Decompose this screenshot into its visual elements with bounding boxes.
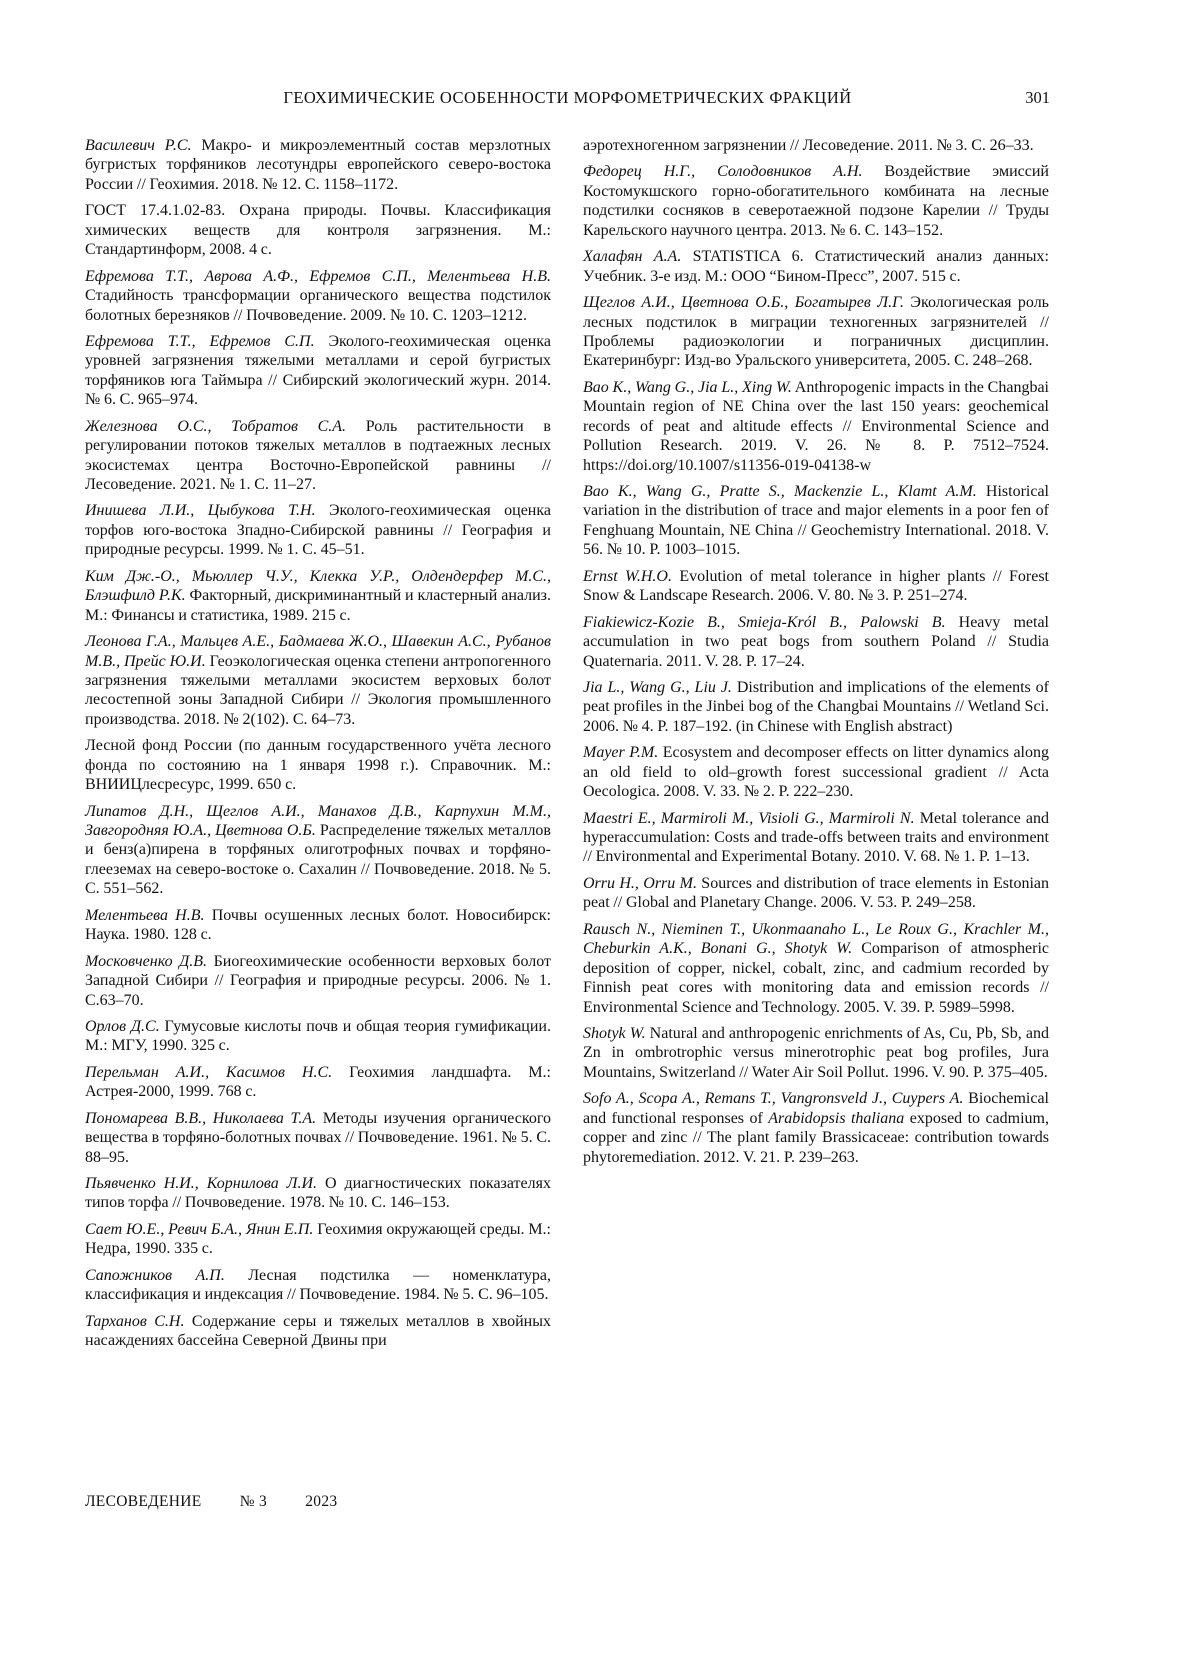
reference-text: Методы изучения органического вещества в торфяно-болотных почвах // Почвоведение. 1961. № 5. С. 88–95. xyxy=(85,1109,551,1166)
reference-item xyxy=(583,1024,1049,1082)
reference-item xyxy=(583,809,1049,867)
reference-item xyxy=(583,293,1049,371)
reference-authors: Сает Ю.Е., Ревич Б.А., Янин Е.П. xyxy=(85,1220,314,1238)
reference-text: Гумусовые кислоты почв и общая теория гумификации. М.: МГУ, 1990. 325 с. xyxy=(85,1017,551,1055)
reference-text: Historical variation in the distribution of trace and major elements in a poor fen of Fenghuang Mountain, NE China // Geochemistry International. 2018. V. 56. № 10. P. 1003–1015. xyxy=(583,483,1049,559)
reference-text: Геоэкологическая оценка степени антропогенного загрязнения тяжелыми металлами экосистем верховых болот лесостепной зоны Западной Сибири // Экология промышленного производства. 2018. № 2(102). С. 64–73. xyxy=(85,652,551,728)
reference-text: Ecosystem and decomposer effects on litter dynamics along an old field to old–growth forest successional gradient // Acta Oecologica. 2008. V. 33. № 2. P. 222–230. xyxy=(583,744,1049,801)
reference-text: Anthropogenic impacts in the Changbai Mountain region of NE China over the last 150 years: geochemical records of peat and altitude effects // Environmental Science and Pollution Research. 2019. V. 26. № 8. P. 7512–7524. https://doi.org/10.1007/s11356-019-04138-w xyxy=(583,378,1049,474)
left-column xyxy=(85,136,551,1358)
reference-authors: Ефремова Т.Т., Ефремов С.П. xyxy=(85,332,315,350)
reference-text: STATISTICA 6. Статистический анализ данных: Учебник. 3-е изд. М.: ООО “Бином-Пресс”, 2007. 515 с. xyxy=(583,248,1049,285)
reference-authors: Ким Дж.-О., Мьюллер Ч.У., Клекка У.Р., Олдендерфер М.С., Блэшфилд Р.К. xyxy=(85,567,551,605)
reference-authors: Maestri E., Marmiroli M., Visioli G., Marmiroli N. xyxy=(583,809,915,827)
reference-item xyxy=(583,162,1049,240)
reference-authors: Орлов Д.С. xyxy=(85,1017,160,1035)
reference-text: О диагностических показателях типов торфа // Почвоведение. 1978. № 10. С. 146–153. xyxy=(85,1175,551,1212)
reference-authors: Rausch N., Nieminen T., Ukonmaanaho L., Le Roux G., Krachler M., Cheburkin A.K., Bonani G., Shotyk W. xyxy=(583,920,1049,958)
reference-authors: Леонова Г.А., Мальцев А.Е., Бадмаева Ж.О., Шавекин А.С., Рубанов М.В., Прейс Ю.И. xyxy=(85,633,551,670)
reference-text: аэротехногенном загрязнении // Лесоведение. 2011. № 3. С. 26–33. xyxy=(583,137,1034,154)
reference-item xyxy=(583,920,1049,1017)
reference-text: Экологическая роль лесных подстилок в миграции техногенных загрязнителей // Проблемы радиоэкологии и пограничных дисциплин. Екатеринбург: Изд-во Уральского университета, 2005. С. 248–268. xyxy=(583,294,1049,370)
reference-text: Heavy metal accumulation in two peat bogs from southern Poland // Studia Quaternaria. 2011. V. 28. P. 17–24. xyxy=(583,613,1049,670)
reference-text: Геохимия окружающей среды. М.: Недра, 1990. 335 с. xyxy=(85,1220,551,1258)
reference-item xyxy=(85,1266,551,1305)
reference-item xyxy=(583,136,1049,155)
reference-text: exposed to cadmium, copper and zinc // The plant family Brassicaceae: contribution towards phytoremediation. 2012. V. 21. P. 239–263. xyxy=(583,1109,1049,1166)
reference-authors: Пьявченко Н.И., Корнилова Л.И. xyxy=(85,1175,318,1192)
reference-item xyxy=(583,378,1049,475)
reference-item xyxy=(85,501,551,559)
reference-authors: Федорец Н.Г., Солодовников А.Н. xyxy=(583,163,863,181)
reference-item xyxy=(85,906,551,945)
reference-authors: Щеглов А.И., Цветнова О.Б., Богатырев Л.Г. xyxy=(583,294,904,312)
reference-item xyxy=(85,136,551,194)
reference-text: Эколого-геохимическая оценка уровней загрязнения тяжелыми металлами и серой бугристых торфяников юга Таймыра // Сибирский экологический журн. 2014. № 6. С. 965–974. xyxy=(85,332,551,409)
reference-authors: Тарханов С.Н. xyxy=(85,1312,185,1330)
reference-authors: Халафян А.А. xyxy=(583,248,682,266)
reference-text: Лесной фонд России (по данным государственного учёта лесного фонда по состоянию на 1 января 1998 г.). Справочник. М.: ВНИИЦлесресурс, 1999. 650 с. xyxy=(85,737,551,794)
reference-authors: Arabidopsis thaliana xyxy=(768,1109,905,1127)
footer-journal-name: ЛЕСОВЕДЕНИЕ xyxy=(85,1493,202,1510)
reference-text: Биогеохимические особенности верховых болот Западной Сибири // География и природные ресурсы. 2006. № 1. С.63–70. xyxy=(85,952,551,1009)
reference-authors: Shotyk W. xyxy=(583,1024,646,1042)
reference-item xyxy=(85,1063,551,1102)
reference-text: Стадийность трансформации органического вещества подстилок болотных березняков // Почвоведение. 2009. № 10. С. 1203–1212. xyxy=(85,287,551,324)
reference-authors: Пономарева В.В., Николаева Т.А. xyxy=(85,1109,317,1127)
reference-text: Макро- и микроэлементный состав мерзлотных бугристых торфяников лесотундры европейского северо-востока России // Геохимия. 2018. № 12. С. 1158–1172. xyxy=(85,137,551,193)
reference-item xyxy=(583,874,1049,913)
reference-text: Лесная подстилка — номенклатура, классификация и индексация // Почвоведение. 1984. № 5. С. 96–105. xyxy=(85,1266,551,1304)
reference-text: Распределение тяжелых металлов и бенз(а)пирена в торфяных олиготрофных почвах и торфяно-глееземах на северо-востоке о. Сахалин // Почвоведение. 2018. № 5. С. 551–562. xyxy=(85,822,551,898)
reference-item xyxy=(85,267,551,325)
reference-text: Distribution and implications of the elements of peat profiles in the Jinbei bog of the Changbai Mountains // Wetland Sci. 2006. № 4. P. 187–192. (in Chinese with English abstract) xyxy=(583,678,1049,735)
reference-text: Biochemical and functional responses of xyxy=(583,1090,1050,1127)
reference-item xyxy=(85,952,551,1010)
reference-authors: Железнова О.С., Тобратов С.А. xyxy=(85,417,347,435)
right-column xyxy=(583,136,1049,1358)
reference-item xyxy=(85,736,551,794)
reference-item xyxy=(583,678,1049,736)
reference-item xyxy=(85,802,551,899)
reference-authors: Bao K., Wang G., Pratte S., Mackenzie L., Klamt A.M. xyxy=(583,483,977,500)
reference-item xyxy=(583,613,1049,671)
reference-authors: Липатов Д.Н., Щеглов А.И., Манахов Д.В., Карпухин М.М., Завгородняя Ю.А., Цветнова О.Б. xyxy=(85,802,551,839)
reference-text: Воздействие эмиссий Костомукшского горно-обогатительного комбината на лесные подстилки сосняков в северотаежной подзоне Карелии // Труды Карельского научного центра. 2013. № 6. С. 143–152. xyxy=(583,163,1049,239)
reference-item xyxy=(583,1089,1049,1167)
reference-item xyxy=(583,247,1049,286)
reference-item xyxy=(85,632,551,729)
reference-text: Эколого-геохимическая оценка торфов юго-востока Зпадно-Сибирской равнины // География и природные ресурсы. 1999. № 1. С. 45–51. xyxy=(85,502,551,559)
reference-item xyxy=(583,567,1049,606)
reference-authors: Ефремова Т.Т., Аврова А.Ф., Ефремов С.П., Мелентьева Н.В. xyxy=(85,267,551,285)
reference-authors: Московченко Д.В. xyxy=(85,952,208,970)
running-head-title: ГЕОХИМИЧЕСКИЕ ОСОБЕННОСТИ МОРФОМЕТРИЧЕСКИХ ФРАКЦИЙ xyxy=(283,88,852,107)
reference-text: Содержание серы и тяжелых металлов в хвойных насаждениях бассейна Северной Двины при xyxy=(85,1312,551,1350)
reference-text: Evolution of metal tolerance in higher plants // Forest Snow & Landscape Research. 2006. V. 80. № 3. P. 251–274. xyxy=(583,567,1049,605)
footer xyxy=(85,1493,337,1511)
reference-item xyxy=(85,417,551,495)
reference-authors: Bao K., Wang G., Jia L., Xing W. xyxy=(583,378,792,396)
reference-authors: Sofo A., Scopa A., Remans T., Vangronsveld J., Cuypers A. xyxy=(583,1090,964,1108)
reference-authors: Василевич Р.С. xyxy=(85,137,192,154)
reference-authors: Orru H., Orru M. xyxy=(583,874,697,892)
reference-text: Факторный, дискриминантный и кластерный анализ. М.: Финансы и статистика, 1989. 215 с. xyxy=(85,587,551,624)
reference-item xyxy=(85,1017,551,1056)
running-head xyxy=(85,88,1050,108)
reference-item xyxy=(85,201,551,259)
reference-item xyxy=(85,567,551,625)
reference-authors: Мелентьева Н.В. xyxy=(85,906,205,924)
reference-authors: Перельман А.И., Касимов Н.С. xyxy=(85,1063,333,1081)
reference-authors: Инишева Л.И., Цыбукова Т.Н. xyxy=(85,502,316,520)
page-number: 301 xyxy=(1025,88,1050,107)
reference-item xyxy=(85,332,551,410)
reference-text: Comparison of atmospheric deposition of copper, nickel, cobalt, zinc, and cadmium recorded by Finnish peat cores with monitoring data and emission records // Environmental Science and Technology. 2005. V. 39. P. 5989–5998. xyxy=(583,940,1049,1016)
reference-item xyxy=(85,1312,551,1351)
reference-text: Natural and anthropogenic enrichments of As, Cu, Pb, Sb, and Zn in ombrotrophic versus minerotrophic peat bog profiles, Jura Mountains, Switzerland // Water Air Soil Pollut. 1996. V. 90. P. 375–405. xyxy=(583,1024,1049,1081)
reference-text: Роль растительности в регулировании потоков тяжелых металлов в подтаежных лесных экосистемах центра Восточно-Европейской равнины // Лесоведение. 2021. № 1. С. 11–27. xyxy=(85,417,551,493)
reference-authors: Mayer P.M. xyxy=(583,744,659,762)
footer-issue: № 3 xyxy=(239,1493,268,1510)
reference-authors: Fiakiewicz-Kozie B., Smieja-Król B., Palowski B. xyxy=(583,613,946,631)
reference-item xyxy=(583,482,1049,560)
reference-text: Почвы осушенных лесных болот. Новосибирск: Наука. 1980. 128 с. xyxy=(85,906,551,944)
reference-item xyxy=(85,1174,551,1213)
reference-item xyxy=(85,1220,551,1259)
reference-authors: Сапожников А.П. xyxy=(85,1266,225,1284)
reference-authors: Jia L., Wang G., Liu J. xyxy=(583,678,732,696)
reference-authors: Ernst W.H.O. xyxy=(583,567,672,585)
reference-item xyxy=(85,1109,551,1167)
reference-text: Sources and distribution of trace elements in Estonian peat // Global and Planetary Change. 2006. V. 53. P. 249–258. xyxy=(583,874,1049,912)
reference-columns xyxy=(85,136,1050,1358)
reference-text: Metal tolerance and hyperaccumulation: Costs and trade-offs between traits and environment // Environmental and Experimental Botany. 2010. V. 68. № 1. P. 1–13. xyxy=(583,809,1049,866)
reference-text: Геохимия ландшафта. М.: Астрея-2000, 1999. 768 с. xyxy=(85,1063,551,1101)
reference-item xyxy=(583,743,1049,801)
reference-text: ГОСТ 17.4.1.02-83. Охрана природы. Почвы. Классификация химических веществ для контроля загрязнения. М.: Стандартинформ, 2008. 4 с. xyxy=(85,202,551,259)
footer-year: 2023 xyxy=(305,1493,338,1510)
